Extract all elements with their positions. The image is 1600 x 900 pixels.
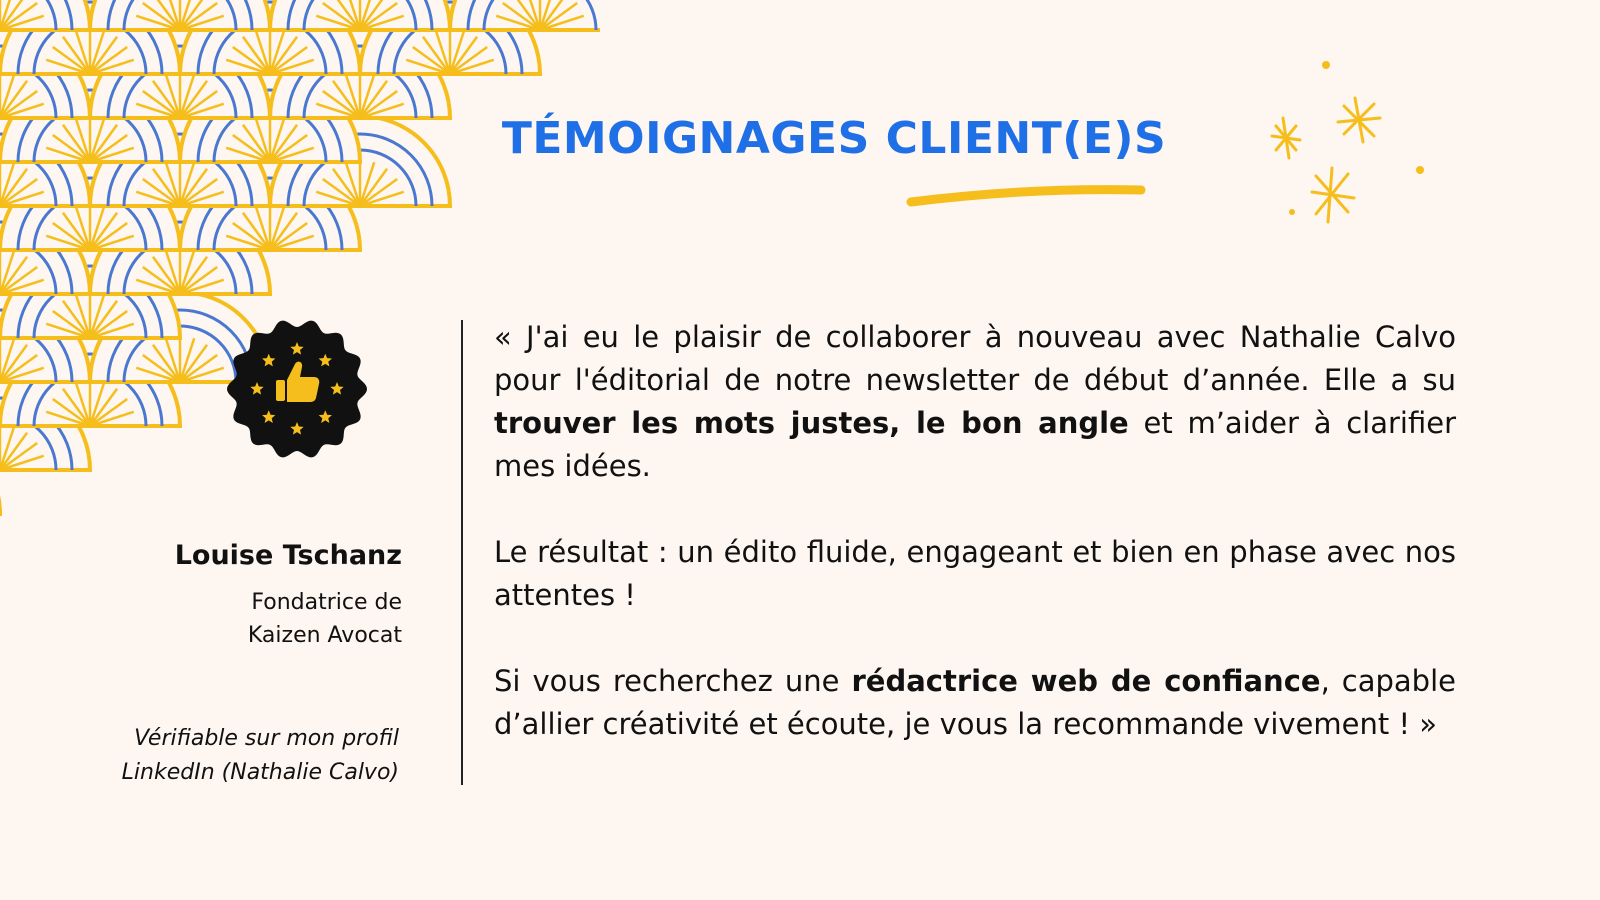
testimonial-quote bbox=[494, 316, 1456, 789]
quote-text: et m’aider à clarifier mes idées. bbox=[494, 406, 1456, 483]
quote-text: Le résultat : un édito fluide, engageant et bien en phase avec nos attentes ! bbox=[494, 535, 1456, 612]
sparkle-icon bbox=[1312, 168, 1354, 222]
sparkle-dot bbox=[1289, 209, 1295, 215]
quote-paragraph bbox=[494, 531, 1456, 617]
quote-paragraph bbox=[494, 316, 1456, 488]
thumbs-up-badge-icon bbox=[226, 318, 368, 460]
sparkle-dot bbox=[1322, 61, 1330, 69]
quote-text: Si vous recherchez une bbox=[494, 664, 852, 698]
quote-highlight: rédactrice web de confiance bbox=[851, 664, 1321, 698]
scallop-tile bbox=[0, 0, 90, 30]
scallop-tile bbox=[90, 0, 270, 30]
author-name: Louise Tschanz bbox=[174, 540, 402, 571]
author-company: Kaizen Avocat bbox=[247, 623, 402, 648]
page-title: TÉMOIGNAGES CLIENT(E)S bbox=[501, 113, 1167, 164]
scallop-tile bbox=[270, 0, 450, 30]
scallop-tile bbox=[450, 0, 600, 30]
verification-line: LinkedIn (Nathalie Calvo) bbox=[121, 760, 399, 785]
quote-text: , capable d’allier créativité et écoute, je vous la recommande vivement ! » bbox=[494, 664, 1456, 741]
author-role bbox=[40, 586, 402, 652]
verification-note bbox=[40, 722, 402, 790]
quote-text: « J'ai eu le plaisir de collaborer à nouveau avec Nathalie Calvo pour l'éditorial de notre newsletter de début d’année. Elle a su bbox=[494, 320, 1456, 397]
verification-line: Vérifiable sur mon profil bbox=[134, 726, 399, 751]
title-underline bbox=[905, 180, 1147, 210]
sparkle-dot bbox=[1416, 166, 1424, 174]
author-role-line: Fondatrice de bbox=[251, 590, 402, 615]
quote-highlight: trouver les mots justes, le bon angle bbox=[494, 406, 1129, 440]
vertical-divider bbox=[461, 320, 463, 785]
quote-paragraph bbox=[494, 660, 1456, 746]
